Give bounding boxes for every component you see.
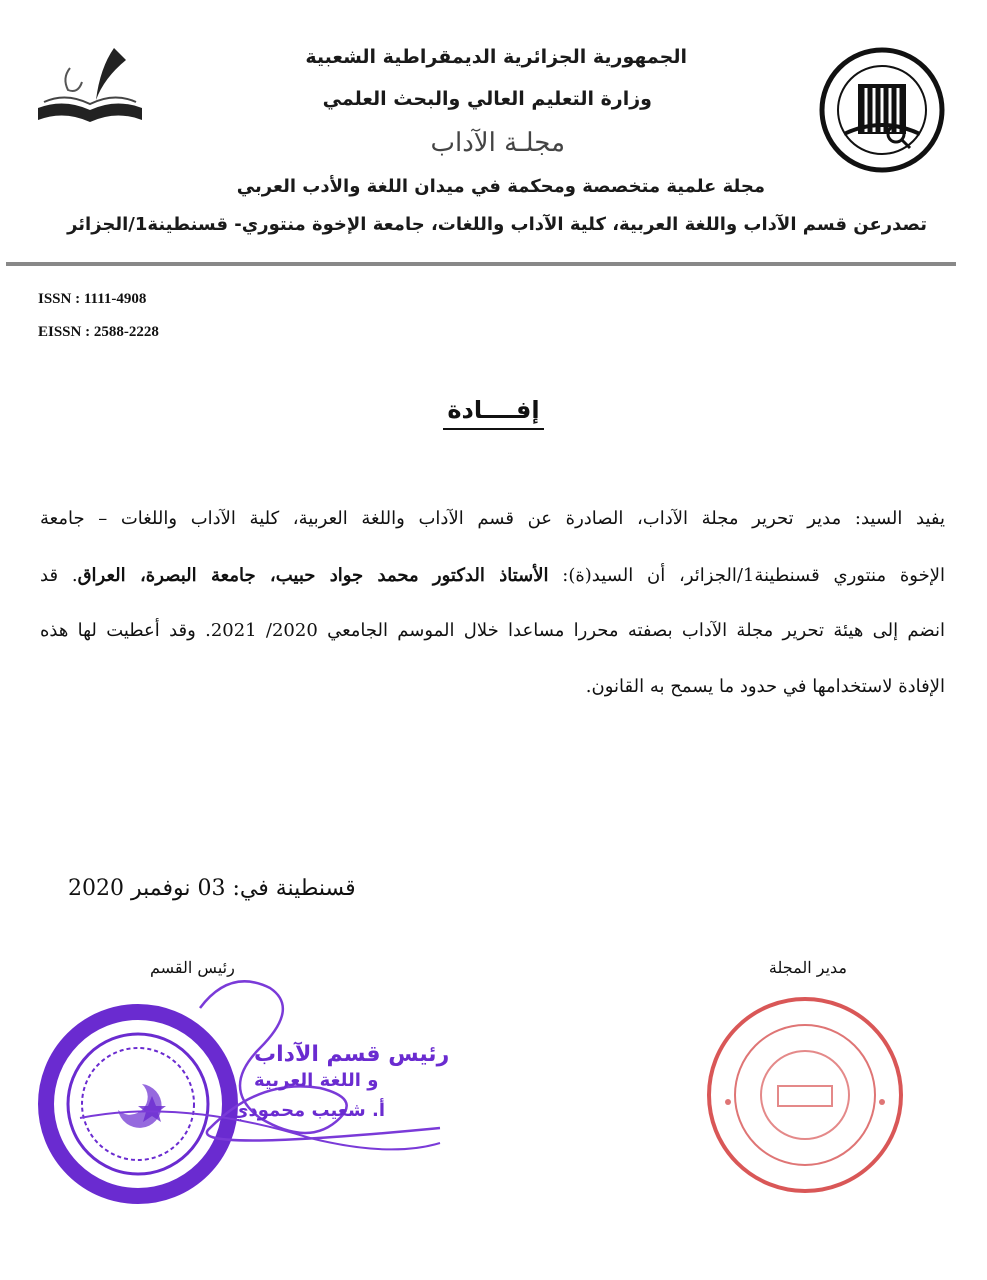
body-line-1: يفيد السيد: مدير تحرير مجلة الآداب، الصادرة عن قسم الآداب واللغة العربية، كلية الآداب واللغات – جامعة [40,508,945,529]
journal-stamp [700,990,910,1200]
professor-name: الأستاذ الدكتور محمد جواد حبيب، جامعة البصرة، العراق [77,565,549,586]
issn-print: ISSN : 1111-4908 [38,291,147,307]
department-head-label: رئيس القسم [150,958,235,977]
department-head-signature [60,968,460,1168]
university-logo [818,46,946,174]
issue-date: قسنطينة في: 03 نوفمبر 2020 [68,876,356,901]
publisher-line: تصدرعن قسم الآداب واللغة العربية، كلية الآداب واللغات، جامعة الإخوة منتوري- قسنطينة1/الجزائر [67,214,927,235]
stamp-line-1: رئيس قسم الآداب [254,1042,450,1067]
journal-name: مجلـة الآداب [430,128,565,158]
issn-electronic: EISSN : 2588-2228 [38,324,159,340]
stamp-line-2: و اللغة العربية [254,1070,379,1091]
body-line-4: الإفادة لاستخدامها في حدود ما يسمح به القانون. [585,676,945,697]
republic-name: الجمهورية الجزائرية الديمقراطية الشعبية [305,46,687,68]
body-line-3: انضم إلى هيئة تحرير مجلة الآداب بصفته محررا مساعدا خلال الموسم الجامعي 2020/ 2021. وقد أعطيت لها هذه [40,620,945,641]
ministry-name: وزارة التعليم العالي والبحث العلمي [322,88,652,110]
body-line-2-start: الإخوة منتوري قسنطينة1/الجزائر، أن السيد(ة): [548,565,945,586]
journal-logo [30,38,150,130]
stamp-line-3: أ. شعيب محمودي [232,1100,386,1121]
document-title [0,396,987,424]
document-title-text: إفــــادة [443,396,543,430]
journal-director-label: مدير المجلة [768,958,847,977]
journal-description: مجلة علمية متخصصة ومحكمة في ميدان اللغة والأدب العربي [236,176,765,197]
body-line-2 [40,565,945,586]
header-divider [6,262,956,266]
body-line-2-end: . قد [40,565,78,586]
